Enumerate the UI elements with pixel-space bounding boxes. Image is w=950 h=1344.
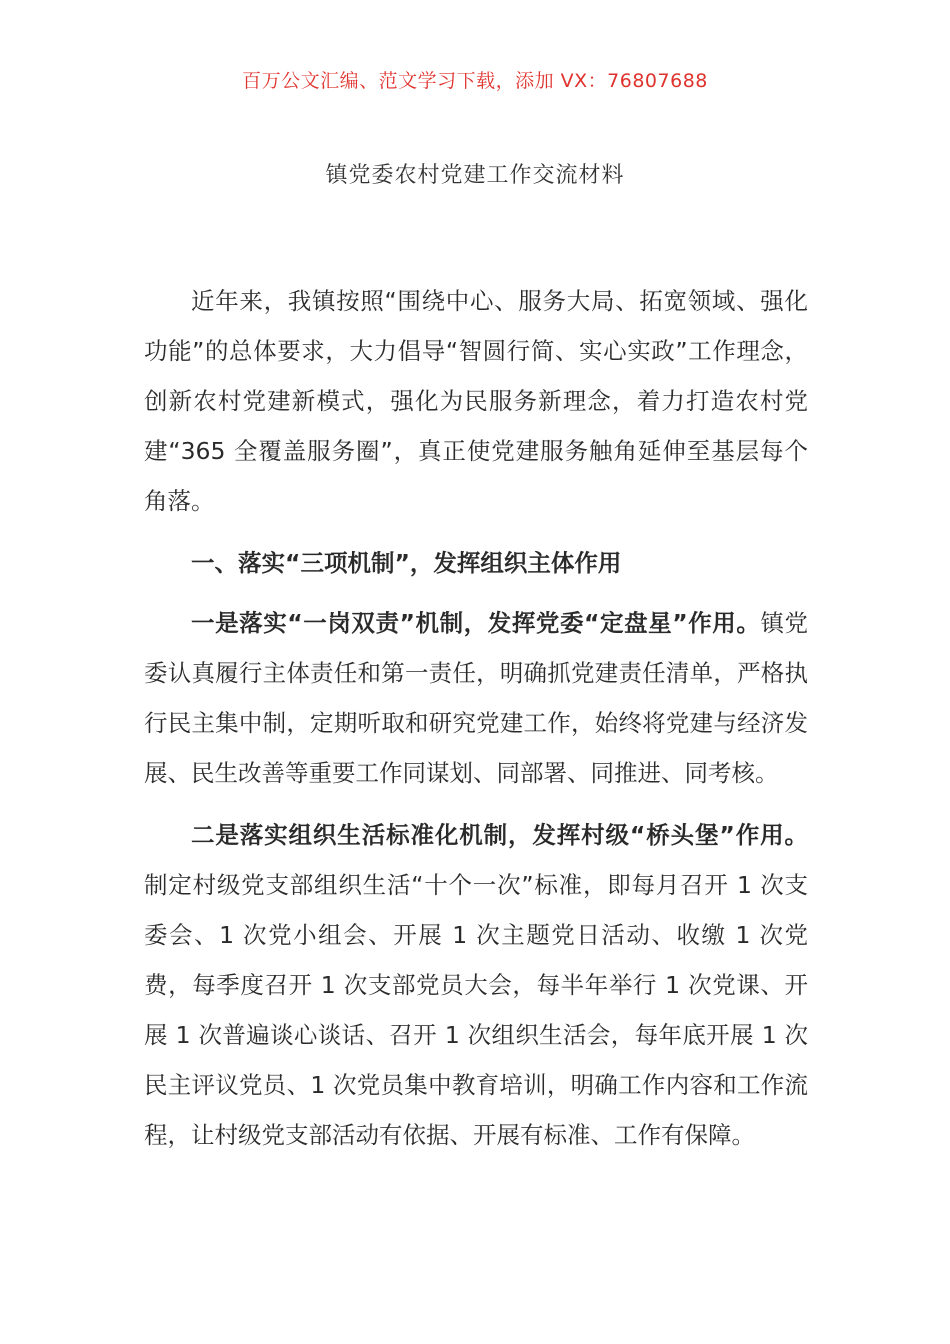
watermark-banner: 百万公文汇编、范文学习下载，添加 VX：76807688 [242, 70, 708, 92]
intro-paragraph: 近年来，我镇按照“围绕中心、服务大局、拓宽领域、强化功能”的总体要求，大力倡导“智圆行简、实心实政”工作理念，创新农村党建新模式，强化为民服务新理念，着力打造农村党建“365 全覆盖服务圈”，真正使党建服务触角延伸至基层每个角落。 [144, 287, 808, 515]
document-title: 镇党委农村党建工作交流材料 [325, 163, 625, 188]
paragraph-2-body: 制定村级党支部组织生活“十个一次”标准，即每月召开 1 次支委会、1 次党小组会、开展 1 次主题党日活动、收缴 1 次党费，每季度召开 1 次支部党员大会，每半年举行 1 次党课、开展 1 次普遍谈心谈话、召开 1 次组织生活会，每年底开展 1 次民主评议党员、1 次党员集中教育培训，明确工作内容和工作流程，让村级党支部活动有依据、开展有标准、工作有保障。 [144, 871, 808, 1149]
paragraph-1 [144, 598, 808, 798]
paragraph-1-body: 镇党委认真履行主体责任和第一责任，明确抓党建责任清单，严格执行民主集中制，定期听取和研究党建工作，始终将党建与经济发展、民生改善等重要工作同谋划、同部署、同推进、同考核。 [144, 609, 809, 787]
paragraph-1-lead: 一是落实“一岗双责”机制，发挥党委“定盘星”作用。 [191, 609, 761, 637]
paragraph-2 [144, 810, 808, 1160]
document-body [144, 276, 808, 1172]
paragraph-2-lead: 二是落实组织生活标准化机制，发挥村级“桥头堡”作用。 [191, 821, 808, 849]
section-heading-1: 一、落实“三项机制”，发挥组织主体作用 [191, 549, 622, 577]
